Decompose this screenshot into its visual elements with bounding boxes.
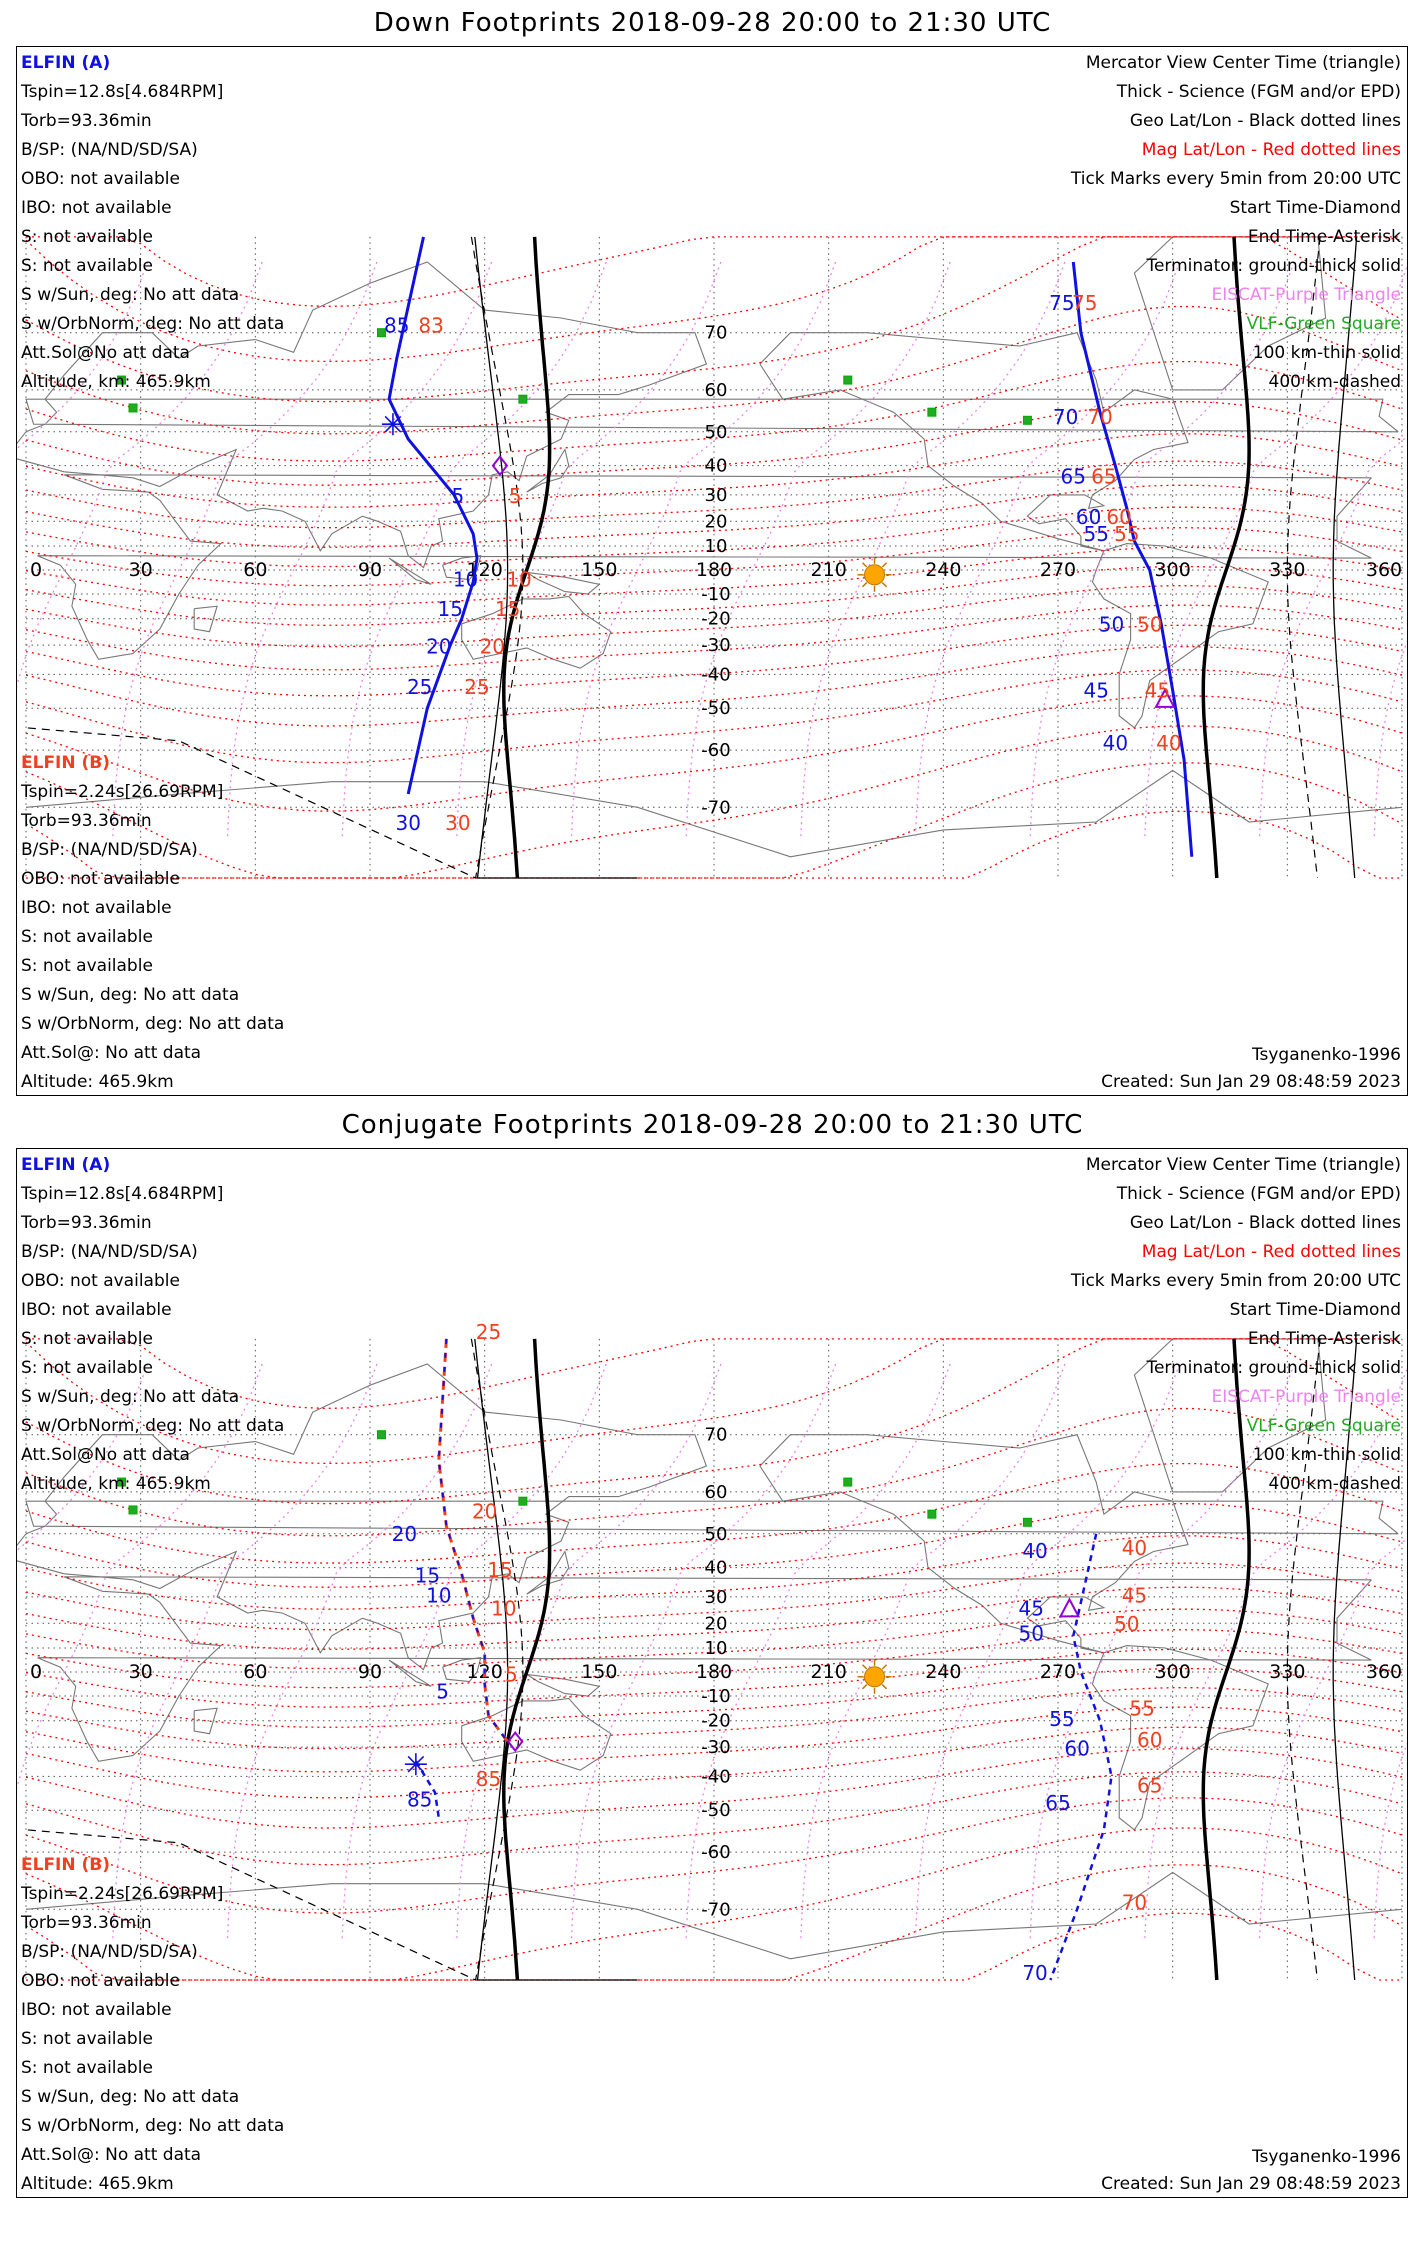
vlf-square bbox=[129, 404, 137, 412]
legend-line: S: not available bbox=[21, 956, 153, 976]
map-panel-down bbox=[16, 46, 1408, 1096]
elfin-a-tick-label: 20 bbox=[426, 634, 452, 659]
elfin-b-tick-label: 25 bbox=[464, 674, 490, 699]
elfin-a-tick-label: 85 bbox=[384, 313, 410, 338]
elfin-b-tick-label: 60 bbox=[1137, 1728, 1163, 1753]
longitude-tick-label: 330 bbox=[1269, 559, 1306, 581]
elfin-a-tick-label: 5 bbox=[451, 484, 465, 509]
elfin-a-tick-label: 25 bbox=[406, 674, 433, 699]
center-time-triangle bbox=[1060, 1599, 1078, 1616]
elfin-b-tick-label: 20 bbox=[471, 1499, 498, 1524]
legend-line: Tspin=2.24s[26.69RPM] bbox=[21, 1884, 224, 1904]
legend-line: IBO: not available bbox=[21, 1300, 172, 1320]
longitude-tick-label: 60 bbox=[243, 1661, 268, 1683]
sun-ray bbox=[882, 583, 886, 587]
mag-longitude-line bbox=[457, 262, 721, 838]
legend-line: B/SP: (NA/ND/SD/SA) bbox=[21, 1942, 198, 1962]
legend-start: Start Time-Diamond bbox=[1229, 198, 1401, 218]
latitude-tick-label: 20 bbox=[704, 1613, 728, 1635]
legend-elfin-b-name: ELFIN (B) bbox=[21, 1855, 111, 1875]
legend-line: B/SP: (NA/ND/SD/SA) bbox=[21, 840, 198, 860]
legend-line: S: not available bbox=[21, 2058, 153, 2078]
legend-thick: Thick - Science (FGM and/or EPD) bbox=[1116, 82, 1401, 102]
footer-created: Created: Sun Jan 29 08:48:59 2023 bbox=[1101, 2174, 1401, 2194]
legend-line: S: not available bbox=[21, 1329, 153, 1349]
sun-ray bbox=[882, 563, 886, 567]
vlf-square bbox=[928, 1510, 936, 1518]
legend-line: S w/Sun, deg: No att data bbox=[21, 1387, 240, 1407]
latitude-tick-label: 40 bbox=[704, 1557, 728, 1579]
longitude-tick-label: 90 bbox=[357, 559, 383, 581]
legend-elfin-b bbox=[21, 1851, 284, 2198]
legend-vlf: VLF-Green Square bbox=[1246, 1416, 1401, 1436]
elfin-a-tick-label: 85 bbox=[406, 1787, 433, 1812]
legend-line: OBO: not available bbox=[21, 1971, 180, 1991]
footer-model: Tsyganenko-1996 bbox=[1251, 2147, 1401, 2167]
longitude-tick-label: 120 bbox=[466, 559, 503, 581]
vlf-square bbox=[928, 408, 936, 416]
elfin-a-tick-label: 40 bbox=[1102, 731, 1129, 756]
elfin-b-tick-label: 5 bbox=[508, 484, 522, 509]
elfin-b-tick-label: 70 bbox=[1121, 1890, 1148, 1915]
elfin-a-tick-label: 15 bbox=[414, 1563, 441, 1588]
legend-line: S w/Sun, deg: No att data bbox=[21, 985, 240, 1005]
latitude-tick-label: 70 bbox=[704, 1424, 728, 1446]
legend-100km: 100 km-thin solid bbox=[1252, 1445, 1401, 1465]
longitude-tick-label: 0 bbox=[30, 559, 43, 581]
latitude-tick-label: -30 bbox=[701, 635, 731, 657]
legend-view: Mercator View Center Time (triangle) bbox=[1085, 1155, 1401, 1175]
sun-ray bbox=[863, 583, 867, 587]
footer-model: Tsyganenko-1996 bbox=[1251, 1045, 1401, 1065]
elfin-b-tick-label: 40 bbox=[1156, 731, 1182, 756]
legend-ticks: Tick Marks every 5min from 20:00 UTC bbox=[1070, 169, 1401, 189]
elfin-b-tick-label: 65 bbox=[1091, 464, 1117, 489]
legend-line: S w/OrbNorm, deg: No att data bbox=[21, 2116, 285, 2136]
elfin-a-tick-label: 10 bbox=[452, 567, 479, 592]
elfin-b-tick-label: 45 bbox=[1121, 1583, 1148, 1608]
vlf-square bbox=[519, 1497, 527, 1505]
legend-elfin-b bbox=[21, 749, 284, 1096]
vlf-square bbox=[1023, 1518, 1031, 1526]
legend-start: Start Time-Diamond bbox=[1229, 1300, 1401, 1320]
legend-line: B/SP: (NA/ND/SD/SA) bbox=[21, 1242, 198, 1262]
legend-line: S w/Sun, deg: No att data bbox=[21, 2087, 240, 2107]
elfin-a-tick-label: 50 bbox=[1018, 1621, 1044, 1646]
legend-end: End Time-Asterisk bbox=[1247, 1329, 1401, 1349]
legend-mag: Mag Lat/Lon - Red dotted lines bbox=[1141, 1242, 1401, 1262]
legend-terminator: Terminator: ground-thick solid bbox=[1146, 256, 1401, 276]
longitude-tick-label: 360 bbox=[1365, 559, 1403, 581]
longitude-tick-label: 60 bbox=[243, 559, 268, 581]
elfin-a-tick-label: 70 bbox=[1022, 1961, 1048, 1986]
elfin-a-tick-label: 30 bbox=[395, 810, 421, 835]
longitude-tick-label: 0 bbox=[30, 1661, 43, 1683]
latitude-tick-label: 70 bbox=[704, 322, 728, 344]
latitude-tick-label: -40 bbox=[701, 664, 731, 686]
legend-line: Att.Sol@No att data bbox=[21, 343, 190, 363]
longitude-tick-label: 240 bbox=[925, 559, 962, 581]
longitude-tick-label: 330 bbox=[1269, 1661, 1306, 1683]
legend-thick: Thick - Science (FGM and/or EPD) bbox=[1116, 1184, 1401, 1204]
elfin-b-tick-label: 20 bbox=[479, 634, 506, 659]
elfin-a-tick-label: 75 bbox=[1049, 291, 1075, 316]
legend-elfin-a bbox=[21, 49, 284, 397]
latitude-tick-label: 40 bbox=[704, 455, 728, 477]
legend-line: OBO: not available bbox=[21, 1271, 180, 1291]
coastline bbox=[389, 1660, 431, 1686]
elfin-a-tick-label: 65 bbox=[1060, 464, 1087, 489]
legend-line: Att.Sol@: No att data bbox=[21, 2145, 202, 2165]
latitude-tick-label: 60 bbox=[704, 379, 728, 401]
latitude-tick-label: -10 bbox=[701, 1685, 731, 1707]
legend-line: IBO: not available bbox=[21, 198, 172, 218]
legend-400km: 400 km-dashed bbox=[1268, 372, 1401, 392]
latitude-tick-label: -40 bbox=[701, 1766, 731, 1788]
elfin-b-tick-label: 75 bbox=[1072, 291, 1098, 316]
latitude-tick-label: -70 bbox=[701, 1899, 731, 1921]
legend-line: Altitude, km: 465.9km bbox=[21, 372, 211, 392]
longitude-tick-label: 180 bbox=[695, 559, 733, 581]
legend-line: S w/OrbNorm, deg: No att data bbox=[21, 314, 285, 334]
longitude-tick-label: 150 bbox=[581, 559, 618, 581]
latitude-tick-label: 20 bbox=[704, 511, 728, 533]
legend-line: S w/OrbNorm, deg: No att data bbox=[21, 1014, 285, 1034]
legend-line: B/SP: (NA/ND/SD/SA) bbox=[21, 140, 198, 160]
longitude-tick-label: 240 bbox=[925, 1661, 962, 1683]
panel-title-conjugate: Conjugate Footprints 2018-09-28 20:00 to 21:30 UTC bbox=[341, 1110, 1084, 1140]
latitude-tick-label: -50 bbox=[701, 698, 731, 720]
latitude-tick-label: -60 bbox=[701, 740, 731, 762]
legend-line: S w/OrbNorm, deg: No att data bbox=[21, 1416, 285, 1436]
legend-line: Altitude: 465.9km bbox=[21, 2174, 174, 2194]
sun-ray bbox=[863, 563, 867, 567]
latitude-tick-label: 30 bbox=[704, 1586, 728, 1608]
vlf-square bbox=[377, 1431, 385, 1439]
elfin-b-tick-label: 40 bbox=[1121, 1535, 1148, 1560]
legend-line: Torb=93.36min bbox=[21, 1913, 152, 1933]
latitude-tick-label: -50 bbox=[701, 1800, 731, 1822]
elfin-b-tick-label: 60 bbox=[1106, 504, 1132, 529]
legend-elf: EISCAT-Purple Triangle bbox=[1211, 1387, 1401, 1407]
elfin-a-tick-label: 60 bbox=[1064, 1736, 1090, 1761]
legend-line: Torb=93.36min bbox=[21, 811, 152, 831]
longitude-tick-label: 300 bbox=[1154, 559, 1191, 581]
elfin-b-tick-label: 30 bbox=[445, 810, 471, 835]
latitude-tick-label: -30 bbox=[701, 1737, 731, 1759]
sun-ray bbox=[863, 1685, 867, 1689]
longitude-tick-label: 300 bbox=[1154, 1661, 1191, 1683]
legend-line: S: not available bbox=[21, 927, 153, 947]
legend-elfin-a-name: ELFIN (A) bbox=[21, 53, 111, 73]
vlf-square bbox=[844, 1478, 852, 1486]
legend-line: Tspin=12.8s[4.684RPM] bbox=[21, 1184, 224, 1204]
latitude-tick-label: 50 bbox=[704, 421, 728, 443]
legend-line: S w/Sun, deg: No att data bbox=[21, 285, 240, 305]
legend-line: Tspin=12.8s[4.684RPM] bbox=[21, 82, 224, 102]
legend-end: End Time-Asterisk bbox=[1247, 227, 1401, 247]
elfin-a-tick-label: 5 bbox=[436, 1679, 449, 1704]
elfin-b-tick-label: 10 bbox=[506, 567, 532, 592]
longitude-tick-label: 210 bbox=[810, 559, 847, 581]
elfin-a-tick-label: 45 bbox=[1018, 1596, 1044, 1621]
elfin-b-tick-label: 50 bbox=[1137, 612, 1163, 637]
vlf-square bbox=[519, 395, 527, 403]
legend-line: S: not available bbox=[21, 2029, 153, 2049]
legend-line: S: not available bbox=[21, 1358, 153, 1378]
latitude-tick-label: 10 bbox=[704, 1638, 728, 1660]
latitude-tick-label: -10 bbox=[701, 583, 731, 605]
legend-line: Att.Sol@: No att data bbox=[21, 1043, 202, 1063]
legend-vlf: VLF-Green Square bbox=[1246, 314, 1401, 334]
latitude-tick-label: -20 bbox=[701, 1710, 731, 1732]
latitude-tick-label: 30 bbox=[704, 484, 728, 506]
longitude-tick-label: 270 bbox=[1039, 1661, 1077, 1683]
latitude-tick-label: 60 bbox=[704, 1481, 728, 1503]
panel-title-down: Down Footprints 2018-09-28 20:00 to 21:30 UTC bbox=[373, 8, 1052, 38]
elfin-b-tick-label: 65 bbox=[1137, 1773, 1163, 1798]
sun-icon bbox=[865, 565, 885, 585]
latitude-tick-label: -60 bbox=[701, 1842, 731, 1864]
legend-line: Torb=93.36min bbox=[21, 1213, 152, 1233]
latitude-tick-label: -20 bbox=[701, 608, 731, 630]
sun-ray bbox=[882, 1685, 886, 1689]
elfin-b-tick-label: 25 bbox=[475, 1319, 502, 1344]
elfin-a-tick-label: 45 bbox=[1083, 678, 1109, 703]
longitude-tick-label: 210 bbox=[810, 1661, 847, 1683]
legend-geo: Geo Lat/Lon - Black dotted lines bbox=[1129, 111, 1401, 131]
elfin-b-tick-label: 70 bbox=[1087, 405, 1113, 430]
sun-ray bbox=[863, 1665, 867, 1669]
legend-geo: Geo Lat/Lon - Black dotted lines bbox=[1129, 1213, 1401, 1233]
legend-100km: 100 km-thin solid bbox=[1252, 343, 1401, 363]
longitude-tick-label: 90 bbox=[357, 1661, 383, 1683]
legend-view: Mercator View Center Time (triangle) bbox=[1085, 53, 1401, 73]
footer-created: Created: Sun Jan 29 08:48:59 2023 bbox=[1101, 1072, 1401, 1092]
legend-right bbox=[1071, 1151, 1401, 1499]
elfin-a-tick-label: 60 bbox=[1075, 504, 1102, 529]
legend-line: Att.Sol@No att data bbox=[21, 1445, 190, 1465]
longitude-tick-label: 150 bbox=[581, 1661, 618, 1683]
map-panel-conjugate bbox=[16, 1148, 1408, 2198]
sun-icon bbox=[865, 1667, 885, 1687]
longitude-tick-label: 120 bbox=[466, 1661, 503, 1683]
longitude-tick-label: 180 bbox=[695, 1661, 733, 1683]
legend-right bbox=[1071, 49, 1401, 397]
legend-line: Altitude: 465.9km bbox=[21, 1072, 174, 1092]
elfin-b-tick-label: 15 bbox=[494, 597, 521, 622]
vlf-square bbox=[129, 1506, 137, 1514]
legend-line: OBO: not available bbox=[21, 169, 180, 189]
elfin-b-tick-label: 55 bbox=[1114, 522, 1140, 547]
legend-elfin-a bbox=[21, 1151, 284, 1499]
legend-mag: Mag Lat/Lon - Red dotted lines bbox=[1141, 140, 1401, 160]
legend-terminator: Terminator: ground-thick solid bbox=[1146, 1358, 1401, 1378]
elfin-b-tick-label: 15 bbox=[487, 1557, 513, 1582]
longitude-tick-label: 360 bbox=[1365, 1661, 1403, 1683]
elfin-b-tick-label: 83 bbox=[418, 313, 444, 338]
legend-line: Tspin=2.24s[26.69RPM] bbox=[21, 782, 224, 802]
elfin-a-tick-label: 40 bbox=[1022, 1539, 1048, 1564]
mag-longitude-line bbox=[457, 1364, 721, 1940]
vlf-square bbox=[844, 376, 852, 384]
longitude-tick-label: 30 bbox=[128, 559, 153, 581]
legend-400km: 400 km-dashed bbox=[1268, 1474, 1401, 1494]
elfin-a-tick-label: 20 bbox=[391, 1522, 418, 1547]
legend-line: IBO: not available bbox=[21, 898, 172, 918]
legend-elf: EISCAT-Purple Triangle bbox=[1211, 285, 1401, 305]
latitude-tick-label: -70 bbox=[701, 797, 731, 819]
legend-line: IBO: not available bbox=[21, 2000, 172, 2020]
longitude-tick-label: 270 bbox=[1039, 559, 1077, 581]
elfin-a-tick-label: 55 bbox=[1083, 522, 1109, 547]
elfin-b-tick-label: 45 bbox=[1144, 678, 1171, 703]
legend-elfin-a-name: ELFIN (A) bbox=[21, 1155, 111, 1175]
legend-line: S: not available bbox=[21, 256, 153, 276]
coastline bbox=[389, 558, 431, 584]
elfin-b-tick-label: 85 bbox=[475, 1766, 502, 1791]
elfin-a-tick-label: 55 bbox=[1049, 1706, 1075, 1731]
legend-elfin-b-name: ELFIN (B) bbox=[21, 753, 111, 773]
elfin-a-tick-label: 10 bbox=[426, 1583, 452, 1608]
sun-ray bbox=[882, 1665, 886, 1669]
latitude-tick-label: 10 bbox=[704, 536, 728, 558]
elfin-a-tick-label: 15 bbox=[437, 597, 463, 622]
legend-ticks: Tick Marks every 5min from 20:00 UTC bbox=[1070, 1271, 1401, 1291]
elfin-a-tick-label: 65 bbox=[1045, 1791, 1071, 1816]
longitude-tick-label: 30 bbox=[128, 1661, 153, 1683]
legend-line: Torb=93.36min bbox=[21, 111, 152, 131]
elfin-a-tick-label: 70 bbox=[1052, 405, 1079, 430]
elfin-b-tick-label: 10 bbox=[491, 1596, 517, 1621]
elfin-b-tick-label: 50 bbox=[1114, 1611, 1140, 1636]
elfin-b-tick-label: 5 bbox=[505, 1662, 518, 1687]
elfin-b-tick-label: 55 bbox=[1129, 1696, 1155, 1721]
elfin-a-tick-label: 50 bbox=[1098, 612, 1125, 637]
legend-line: Altitude, km: 465.9km bbox=[21, 1474, 211, 1494]
legend-line: S: not available bbox=[21, 227, 153, 247]
legend-line: OBO: not available bbox=[21, 869, 180, 889]
vlf-square bbox=[1023, 416, 1031, 424]
latitude-tick-label: 50 bbox=[704, 1523, 728, 1545]
